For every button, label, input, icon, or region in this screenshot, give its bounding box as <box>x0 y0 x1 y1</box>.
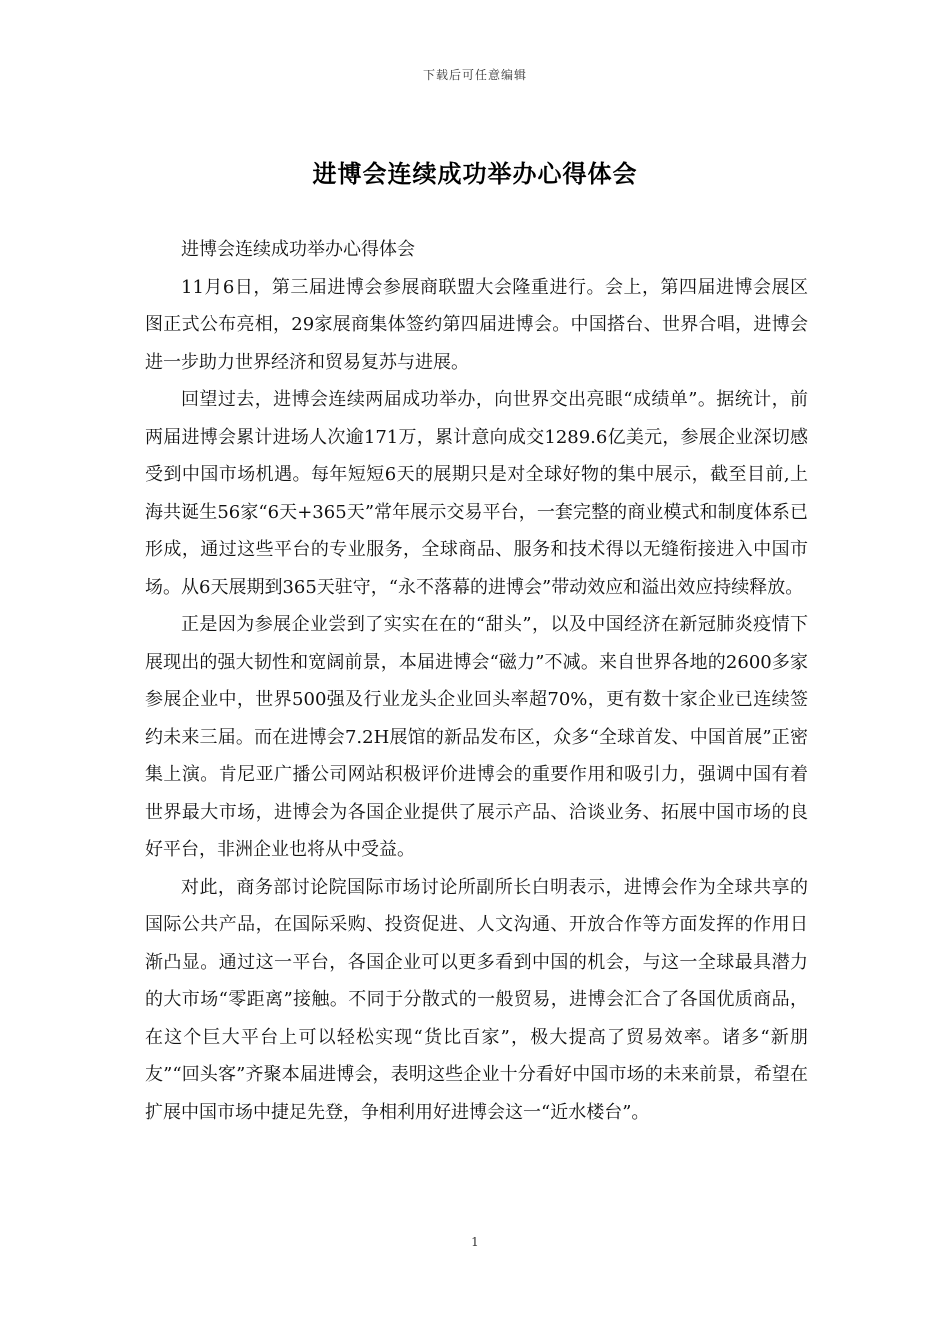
page-number: 1 <box>471 1235 479 1249</box>
paragraph: 回望过去，进博会连续两届成功举办，向世界交出亮眼“成绩单”。据统计，前两届进博会累计进场人次逾171万，累计意向成交1289.6亿美元，参展企业深切感受到中国市场机遇。每年短短6天的展期只是对全球好物的集中展示，截至目前,上海共诞生56家“6天+365天”常年展示交易平台，一套完整的商业模式和制度体系已形成，通过这些平台的专业服务，全球商品、服务和技术得以无缝衔接进入中国市场。从6天展期到365天驻守，“永不落幕的进博会”带动效应和溢出效应持续释放。 <box>145 389 808 598</box>
paragraph: 对此，商务部讨论院国际市场讨论所副所长白明表示，进博会作为全球共享的国际公共产品，在国际采购、投资促进、人文沟通、开放合作等方面发挥的作用日渐凸显。通过这一平台，各国企业可以更多看到中国的机会，与这一全球最具潜力的大市场“零距离”接触。不同于分散式的一般贸易，进博会汇合了各国优质商品，在这个巨大平台上可以轻松实现“货比百家”，极大提高了贸易效率。诸多“新朋友”“回头客”齐聚本届进博会，表明这些企业十分看好中国市场的未来前景，希望在扩展中国市场中捷足先登，争相利用好进博会这一“近水楼台”。 <box>145 876 808 1123</box>
document-title: 进博会连续成功举办心得体会 <box>312 160 638 188</box>
header-note: 下载后可任意编辑 <box>422 68 527 82</box>
paragraph-subtitle: 进博会连续成功举办心得体会 <box>181 239 415 260</box>
document-body <box>145 231 808 1131</box>
paragraph: 正是因为参展企业尝到了实实在在的“甜头”，以及中国经济在新冠肺炎疫情下展现出的强大韧性和宽阔前景，本届进博会“磁力”不减。来自世界各地的2600多家参展企业中，世界500强及行业龙头企业回头率超70%，更有数十家企业已连续签约未来三届。而在进博会7.2H展馆的新品发布区，众多“全球首发、中国首展”正密集上演。肯尼亚广播公司网站积极评价进博会的重要作用和吸引力，强调中国有着世界最大市场，进博会为各国企业提供了展示产品、洽谈业务、拓展中国市场的良好平台，非洲企业也将从中受益。 <box>145 614 808 860</box>
paragraph: 11月6日，第三届进博会参展商联盟大会隆重进行。会上，第四届进博会展区图正式公布亮相，29家展商集体签约第四届进博会。中国搭台、世界合唱，进博会进一步助力世界经济和贸易复苏与进展。 <box>145 276 808 373</box>
